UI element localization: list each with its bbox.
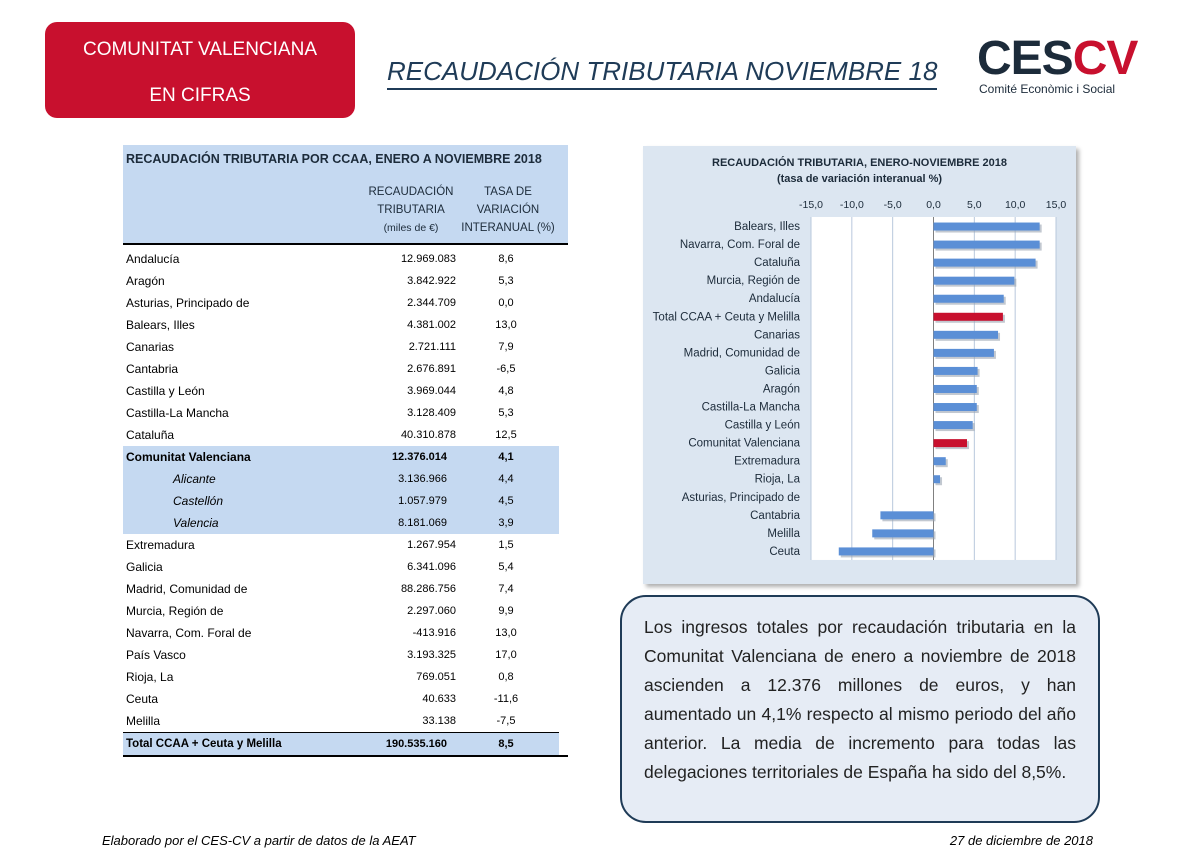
row-region: Total CCAA + Ceuta y Melilla (126, 738, 282, 750)
row-rate: 12,5 (495, 429, 517, 441)
category-label: Total CCAA + Ceuta y Melilla (652, 311, 800, 324)
table-row (123, 248, 568, 270)
row-revenue: 3.193.325 (407, 649, 456, 661)
row-rate: -7,5 (496, 715, 516, 727)
table-row (123, 600, 568, 622)
row-region: Ceuta (126, 692, 159, 706)
category-label: Murcia, Región de (706, 275, 800, 288)
region-badge (45, 22, 355, 118)
row-revenue: 2.297.060 (407, 605, 456, 617)
table-row (123, 622, 568, 644)
category-label: Melilla (767, 527, 800, 540)
table-row (123, 314, 568, 336)
table-row (123, 292, 568, 314)
x-tick-label: -10,0 (839, 199, 864, 211)
logo-subtitle: Comité Econòmic i Social (979, 82, 1116, 96)
category-label: Navarra, Com. Foral de (679, 239, 800, 252)
row-rate: 4,4 (498, 473, 514, 485)
table-row (123, 512, 559, 534)
table-row (123, 380, 568, 402)
bar (934, 439, 967, 447)
row-region: Rioja, La (126, 670, 174, 684)
row-region: Galicia (126, 560, 163, 574)
category-label: Aragón (762, 383, 800, 396)
table-row (123, 534, 568, 556)
column-header-line: TASA DE (484, 186, 532, 198)
table-row (123, 644, 568, 666)
chart-subtitle: (tasa de variación interanual %) (776, 173, 943, 185)
column-header-line: TRIBUTARIA (377, 204, 445, 216)
row-region: Cataluña (126, 428, 175, 442)
category-label: Rioja, La (754, 473, 800, 486)
logo-cv: CV (1072, 32, 1138, 85)
bar (872, 529, 933, 537)
row-revenue: 3.128.409 (407, 407, 456, 419)
row-region: Aragón (126, 274, 165, 288)
publication-date: 27 de diciembre de 2018 (949, 833, 1093, 848)
ces-cv-logo (977, 32, 1137, 100)
row-region: Comunitat Valenciana (126, 450, 251, 464)
row-revenue: 2.344.709 (407, 297, 456, 309)
revenue-table (123, 145, 568, 755)
row-rate: -6,5 (496, 363, 516, 375)
row-rate: 17,0 (495, 649, 517, 661)
column-header-revenue (361, 183, 461, 237)
row-revenue: 769.051 (416, 671, 456, 683)
row-region: Asturias, Principado de (126, 296, 250, 310)
bar (880, 511, 933, 519)
row-region: Valencia (173, 516, 219, 530)
column-header-line: INTERANUAL (%) (461, 222, 555, 234)
column-header-unit: (miles de €) (383, 222, 439, 234)
category-label: Cataluña (753, 257, 800, 270)
row-rate: 4,5 (498, 495, 514, 507)
row-rate: 13,0 (495, 627, 517, 639)
row-rate: 0,8 (498, 671, 514, 683)
table-row (123, 710, 568, 732)
row-rate: 7,4 (498, 583, 514, 595)
row-region: Melilla (126, 714, 161, 728)
bar (934, 475, 941, 483)
bar (934, 241, 1040, 249)
bar (934, 295, 1004, 303)
category-label: Andalucía (748, 293, 800, 306)
row-revenue: 12.969.083 (400, 253, 456, 265)
row-region: Alicante (173, 472, 216, 486)
row-revenue: 2.721.111 (408, 341, 456, 353)
row-rate: 0,0 (498, 297, 514, 309)
bar (934, 349, 994, 357)
table-row (123, 556, 568, 578)
row-rate: 9,9 (498, 605, 514, 617)
category-label: Canarias (753, 329, 800, 342)
row-region: Andalucía (126, 252, 180, 266)
category-label: Castilla-La Mancha (701, 401, 800, 414)
category-label: Madrid, Comunidad de (683, 347, 800, 360)
row-revenue: -413.916 (412, 627, 456, 639)
badge-line-2: EN CIFRAS (149, 85, 251, 106)
row-rate: 7,9 (498, 341, 514, 353)
table-row (123, 358, 568, 380)
x-tick-label: 10,0 (1004, 199, 1026, 211)
x-tick-label: -5,0 (883, 199, 902, 211)
row-region: Canarias (126, 340, 175, 354)
row-region: Castellón (173, 494, 224, 508)
bar (934, 313, 1003, 321)
row-revenue: 40.633 (422, 693, 456, 705)
x-tick-label: 15,0 (1045, 199, 1067, 211)
table-row (123, 490, 559, 512)
table-row (123, 424, 568, 446)
row-rate: 8,6 (498, 253, 514, 265)
table-row (123, 402, 568, 424)
table-row (123, 468, 559, 490)
row-rate: 5,4 (498, 561, 514, 573)
row-region: Extremadura (126, 538, 195, 552)
row-region: Castilla y León (126, 384, 205, 398)
row-revenue: 1.267.954 (407, 539, 456, 551)
category-label: Extremadura (734, 455, 800, 468)
logo-ces: CES (977, 32, 1073, 85)
bar (934, 259, 1036, 267)
bar (839, 547, 934, 555)
bar (934, 223, 1040, 231)
row-region: Castilla-La Mancha (126, 406, 229, 420)
row-rate: 4,1 (498, 451, 514, 463)
category-label: Asturias, Principado de (681, 491, 800, 504)
table-row (123, 336, 568, 358)
row-rate: 1,5 (498, 539, 514, 551)
row-revenue: 1.057.979 (398, 495, 447, 507)
row-rate: -11,6 (493, 693, 519, 705)
table-row (123, 578, 568, 600)
row-rate: 5,3 (498, 407, 514, 419)
row-revenue: 3.136.966 (398, 473, 447, 485)
row-region: Navarra, Com. Foral de (126, 626, 252, 640)
bar (934, 277, 1015, 285)
row-region: País Vasco (126, 648, 186, 662)
table-title: RECAUDACIÓN TRIBUTARIA POR CCAA, ENERO A NOVIEMBRE 2018 (126, 152, 542, 166)
table-row (123, 732, 559, 755)
row-revenue: 6.341.096 (407, 561, 456, 573)
x-tick-label: 5,0 (967, 199, 982, 211)
source-note: Elaborado por el CES-CV a partir de datos de la AEAT (102, 833, 416, 848)
x-tick-label: 0,0 (926, 199, 941, 211)
bar (934, 385, 977, 393)
table-row (123, 688, 568, 710)
badge-line-1: COMUNITAT VALENCIANA (82, 39, 317, 60)
row-revenue: 2.676.891 (407, 363, 456, 375)
row-region: Cantabria (126, 362, 179, 376)
row-revenue: 33.138 (422, 715, 456, 727)
column-header-line: RECAUDACIÓN (368, 186, 454, 198)
row-rate: 5,3 (498, 275, 514, 287)
row-revenue: 12.376.014 (391, 451, 447, 463)
row-revenue: 3.969.044 (407, 385, 456, 397)
table-row (123, 270, 568, 292)
variation-chart (643, 146, 1076, 584)
row-revenue: 40.310.878 (400, 429, 456, 441)
row-region: Murcia, Región de (126, 604, 224, 618)
table-body (123, 245, 568, 755)
bar (934, 457, 946, 465)
category-label: Ceuta (769, 545, 800, 558)
row-rate: 8,5 (498, 738, 514, 750)
table-row (123, 666, 568, 688)
summary-text: Los ingresos totales por recaudación tributaria en la Comunitat Valenciana de enero a noviembre de 2018 ascienden a 12.376 millones de euros, y han aumentado un 4,1% respecto al mismo periodo del año anterior. La media de incremento para todas las delegaciones territoriales de España ha sido del 8,5%. (644, 617, 1076, 782)
row-region: Balears, Illes (126, 318, 195, 332)
bar (934, 403, 977, 411)
row-rate: 3,9 (498, 517, 514, 529)
summary-box (620, 595, 1100, 823)
table-row (123, 446, 559, 468)
column-header-line: VARIACIÓN (476, 204, 540, 216)
category-label: Castilla y León (724, 419, 800, 432)
bar (934, 421, 973, 429)
row-rate: 13,0 (495, 319, 517, 331)
page-title: RECAUDACIÓN TRIBUTARIA NOVIEMBRE 18 (387, 56, 937, 90)
category-label: Cantabria (750, 509, 800, 522)
chart-plot (643, 146, 1076, 584)
row-revenue: 88.286.756 (400, 583, 456, 595)
category-label: Galicia (764, 365, 800, 378)
column-header-rate (458, 183, 558, 237)
category-label: Balears, Illes (734, 221, 800, 234)
row-region: Madrid, Comunidad de (126, 582, 248, 596)
chart-title: RECAUDACIÓN TRIBUTARIA, ENERO-NOVIEMBRE 2018 (712, 157, 1007, 169)
row-revenue: 3.842.922 (407, 275, 456, 287)
table-header (123, 145, 568, 245)
row-revenue: 8.181.069 (398, 517, 447, 529)
bar (934, 331, 999, 339)
x-tick-label: -15,0 (799, 199, 823, 211)
bar (934, 367, 978, 375)
category-label: Comunitat Valenciana (688, 437, 800, 450)
row-rate: 4,8 (498, 385, 514, 397)
row-revenue: 190.535.160 (385, 738, 447, 750)
row-revenue: 4.381.002 (407, 319, 456, 331)
